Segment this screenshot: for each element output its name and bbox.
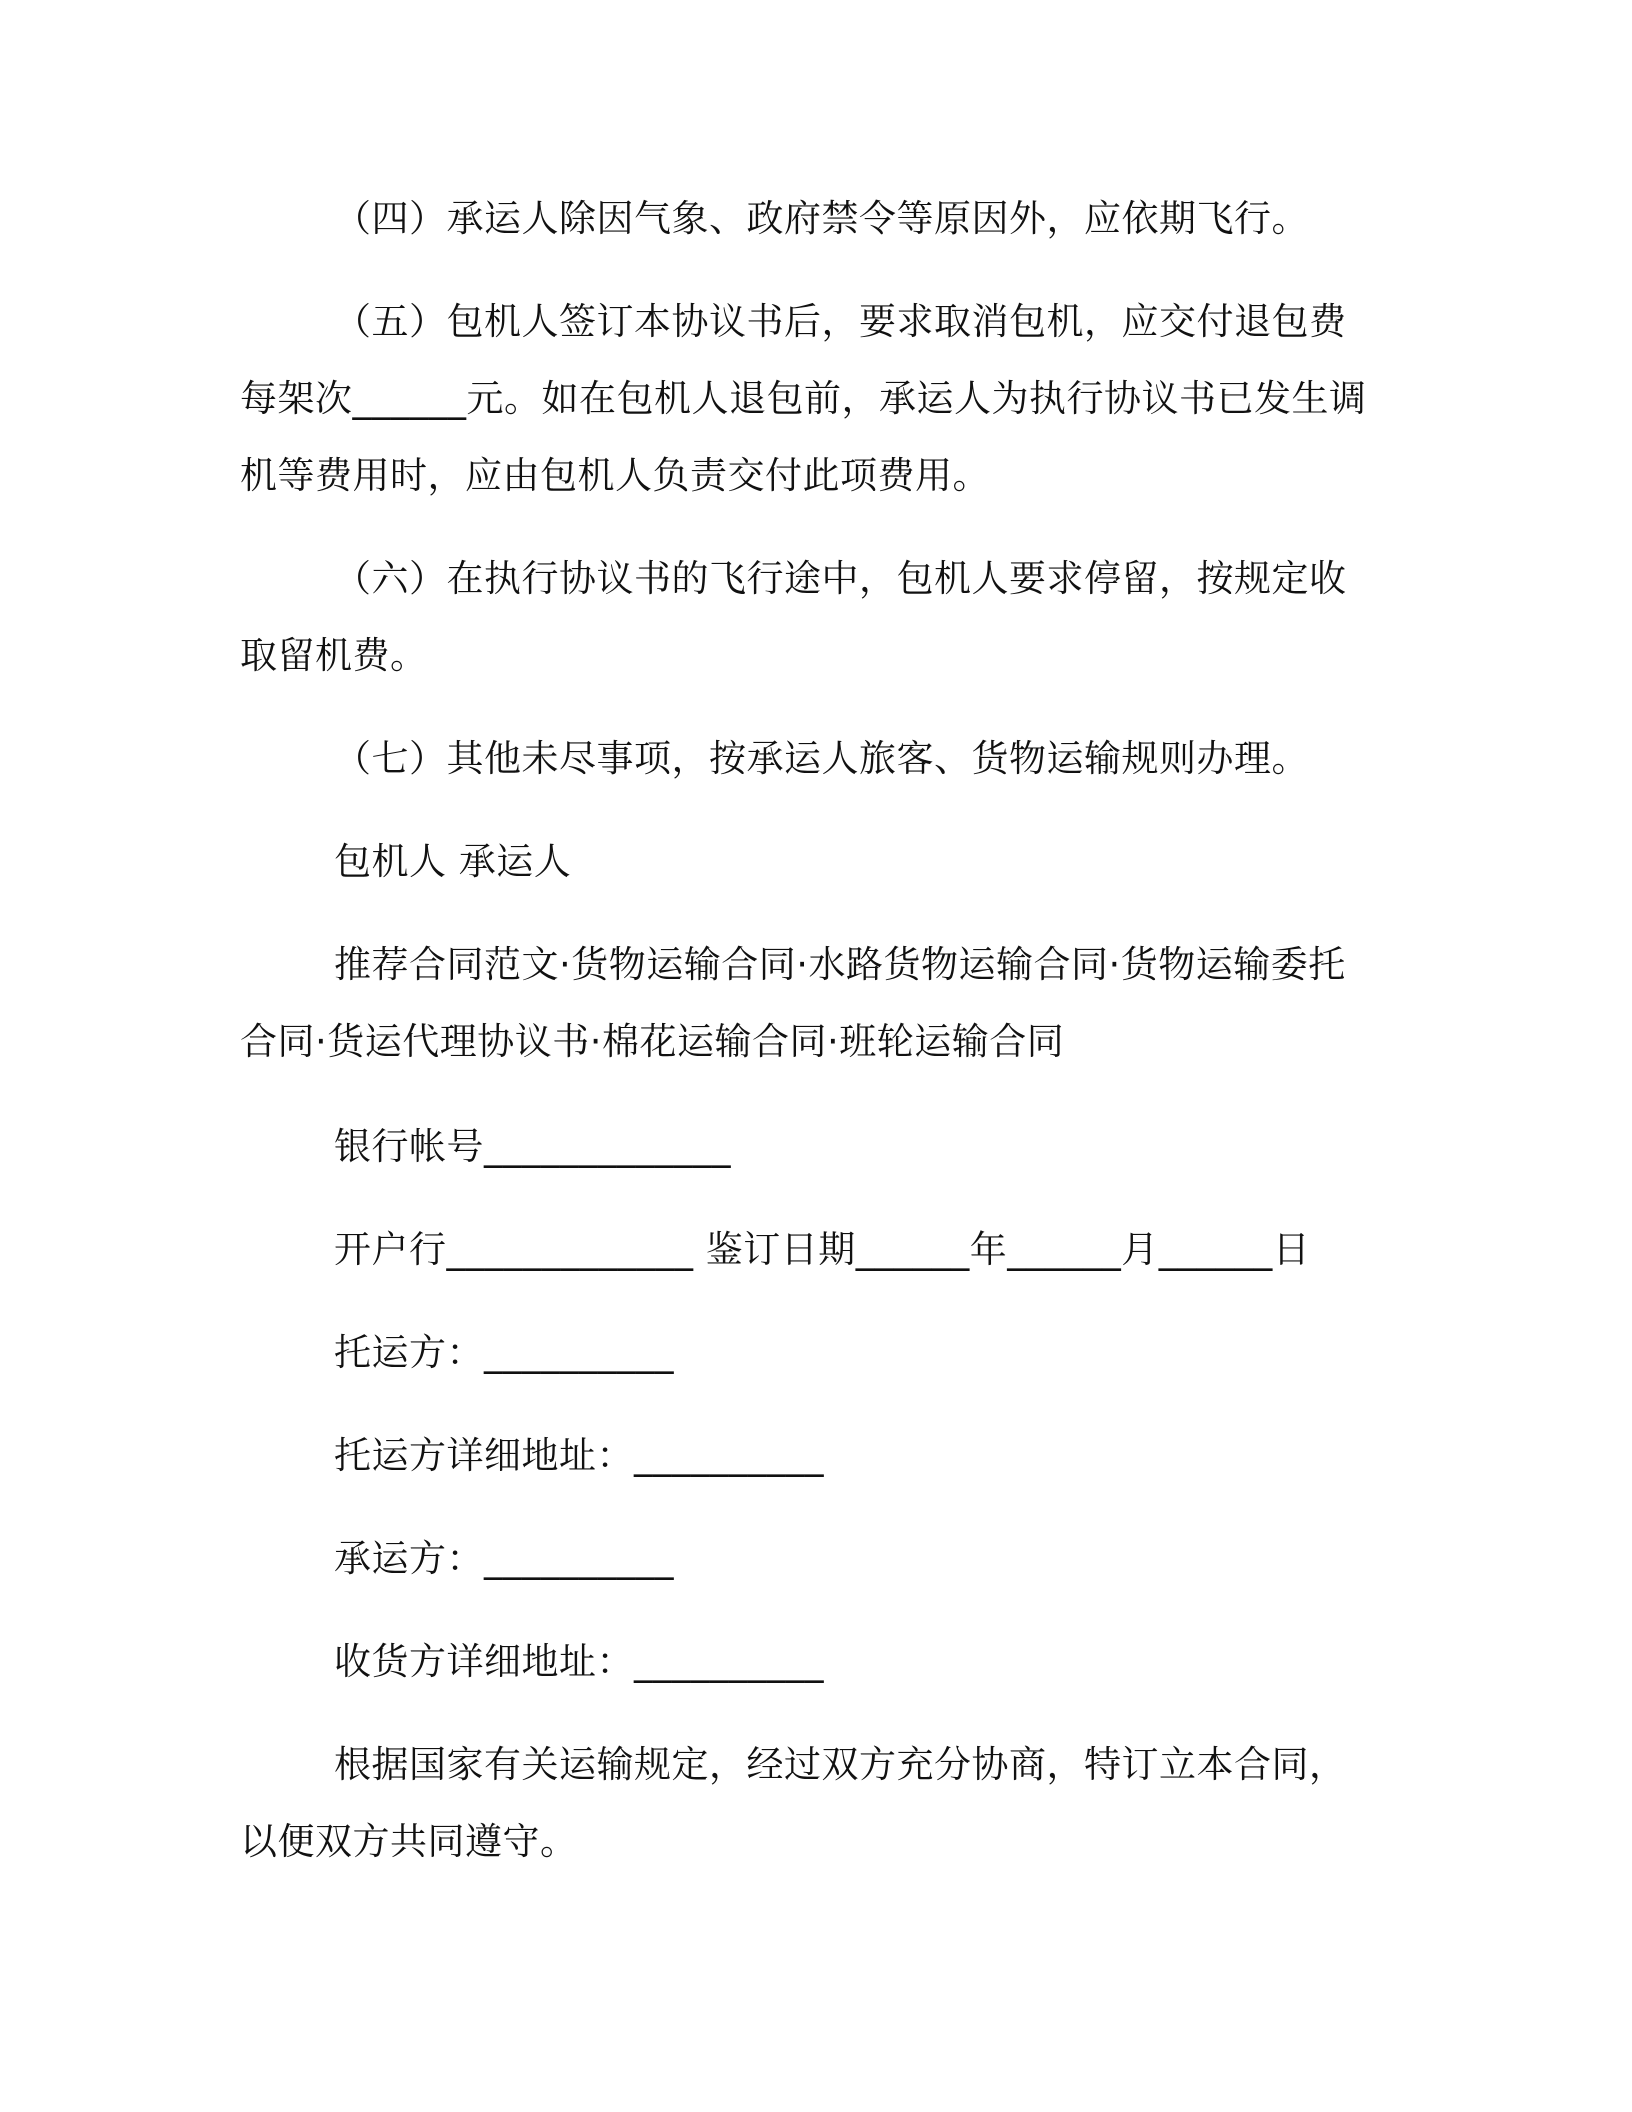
- clause-7: （七）其他未尽事项，按承运人旅客、货物运输规则办理。: [334, 737, 1309, 780]
- recommended-contracts: 推荐合同范文·货物运输合同·水路货物运输合同·货物运输委托合同·货运代理协议书·棉花运输合同·班轮运输合同: [240, 943, 1346, 1063]
- consignee-address-line: 收货方详细地址：__________: [334, 1640, 824, 1683]
- clause-4: （四）承运人除因气象、政府禁令等原因外，应依期飞行。: [334, 197, 1309, 240]
- shipper-line: 托运方：__________: [334, 1331, 674, 1374]
- agreement-preamble: 根据国家有关运输规定，经过双方充分协商，特订立本合同，以便双方共同遵守。: [240, 1743, 1347, 1863]
- shipper-address-line: 托运方详细地址：__________: [334, 1434, 824, 1477]
- parties-line: 包机人 承运人: [334, 840, 572, 883]
- clause-5: （五）包机人签订本协议书后，要求取消包机，应交付退包费每架次______元。如在包机人退包前，承运人为执行协议书已发生调机等费用时，应由包机人负责交付此项费用。: [240, 300, 1367, 497]
- clause-6: （六）在执行协议书的飞行途中，包机人要求停留，按规定收取留机费。: [240, 557, 1347, 677]
- carrier-line: 承运方：__________: [334, 1537, 674, 1580]
- bank-account-line: 银行帐号_____________: [334, 1125, 731, 1168]
- bank-and-date-line: 开户行_____________ 鉴订日期______年______月______日: [334, 1228, 1311, 1271]
